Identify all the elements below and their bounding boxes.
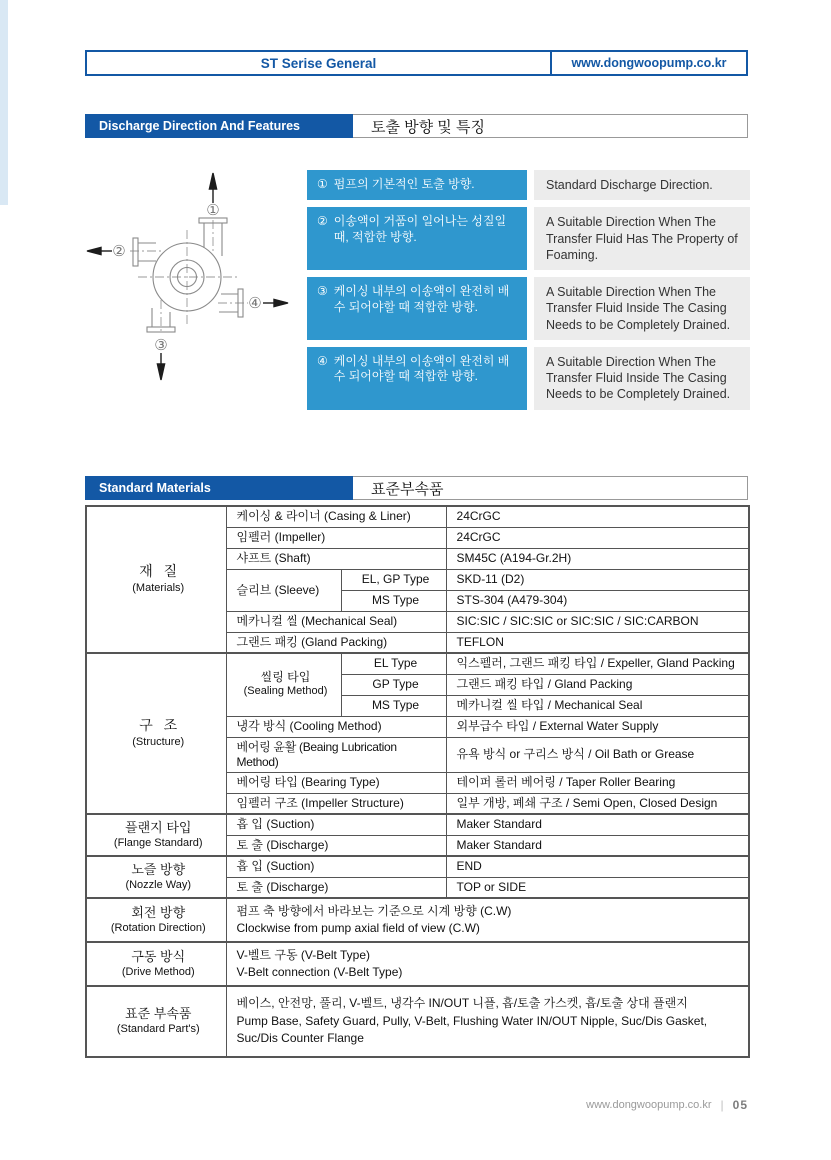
feature-number: ① [317, 177, 328, 191]
label-sealing-method: 씰링 타입 (Sealing Method) [226, 653, 341, 716]
diagram-label-2: ② [112, 242, 126, 260]
category-nozzle-way: 노즐 방향 (Nozzle Way) [86, 856, 226, 898]
value-flange-discharge: Maker Standard [446, 835, 749, 856]
feature-number: ② [317, 214, 328, 229]
centerlines [130, 220, 248, 332]
pump-discharge-diagram [86, 160, 301, 397]
label-gland-packing: 그랜드 패킹 (Gland Packing) [226, 632, 446, 653]
feature-korean-text: 이송액이 거품이 일어나는 성질일때, 적합한 방향. [333, 214, 507, 244]
category-flange-standard: 플랜지 타입 (Flange Standard) [86, 814, 226, 856]
category-standard-parts: 표준 부속품 (Standard Part's) [86, 986, 226, 1057]
value-impeller-structure: 일부 개방, 폐쇄 구조 / Semi Open, Closed Design [446, 793, 749, 814]
arrow-down-icon [157, 353, 164, 380]
standard-materials-table [85, 505, 750, 1058]
value-impeller: 24CrGC [446, 527, 749, 548]
table-row [86, 506, 749, 527]
label-nozzle-discharge: 토 출 (Discharge) [226, 877, 446, 898]
label-mechanical-seal: 메카니컬 씰 (Mechanical Seal) [226, 611, 446, 632]
section-title-ko: 표준부속품 [371, 480, 444, 498]
feature-number: ③ [317, 284, 328, 298]
feature-row [307, 207, 750, 270]
feature-korean-text: 펌프의 기본적인 토출 방향. [333, 177, 475, 191]
feature-row [307, 277, 750, 340]
value-sealing-gp: 그랜드 패킹 타입 / Gland Packing [446, 674, 749, 695]
diagram-label-1: ① [206, 201, 220, 219]
value-nozzle-suction: END [446, 856, 749, 877]
table-row [86, 942, 749, 986]
category-rotation-direction: 회전 방향 (Rotation Direction) [86, 898, 226, 942]
arrow-right-icon [263, 299, 288, 306]
section-title-en: Discharge Direction And Features [85, 114, 353, 138]
diagram-label-4: ④ [248, 294, 262, 312]
label-impeller-structure: 임펠러 구조 (Impeller Structure) [226, 793, 446, 814]
feature-english-text: A Suitable Direction When The Transfer Fluid Inside The Casing Needs to be Completely Drained. [534, 347, 750, 410]
value-bearing-lubrication: 유욕 방식 or 구리스 방식 / Oil Bath or Grease [446, 737, 749, 772]
label-bearing-lubrication: 베어링 윤활 (Beaing Lubrication Method) [226, 737, 446, 772]
feature-number: ④ [317, 353, 328, 368]
section-header-materials [85, 476, 748, 500]
label-casing-liner: 케이싱 & 라이너 (Casing & Liner) [226, 506, 446, 527]
value-standard-parts: 베이스, 안전망, 풀리, V-벨트, 냉각수 IN/OUT 니플, 흡/토출 가스켓, 흡/토출 상대 플랜지 Pump Base, Safety Guard, Pully, V-Belt, Flushing Water IN/OUT Nipple, Suc/Dis Gasket, Suc/Dis Counter Flange [226, 986, 749, 1057]
feature-english-text: Standard Discharge Direction. [534, 170, 750, 200]
value-flange-suction: Maker Standard [446, 814, 749, 835]
section-header-discharge [85, 114, 748, 138]
table-row [86, 653, 749, 674]
value-sleeve-elgp: SKD-11 (D2) [446, 569, 749, 590]
footer-website-url: www.dongwoopump.co.kr [586, 1099, 712, 1111]
feature-korean-box [307, 277, 527, 340]
discharge-features-list [307, 170, 750, 410]
page-title: ST Serise General [87, 52, 552, 74]
value-mechanical-seal: SIC:SIC / SIC:SIC or SIC:SIC / SIC:CARBON [446, 611, 749, 632]
table-row [86, 986, 749, 1057]
label-sealing-el: EL Type [341, 653, 446, 674]
label-flange-discharge: 토 출 (Discharge) [226, 835, 446, 856]
pump-nozzles [133, 218, 243, 332]
page-header [85, 50, 748, 76]
page-number: 05 [732, 1098, 748, 1112]
label-bearing-type: 베어링 타입 (Bearing Type) [226, 772, 446, 793]
label-shaft: 샤프트 (Shaft) [226, 548, 446, 569]
value-sealing-ms: 메카니컬 씰 타입 / Mechanical Seal [446, 695, 749, 716]
feature-korean-box [307, 170, 527, 200]
value-shaft: SM45C (A194-Gr.2H) [446, 548, 749, 569]
label-sleeve-elgp: EL, GP Type [341, 569, 446, 590]
label-sleeve: 슬리브 (Sleeve) [226, 569, 341, 611]
label-cooling-method: 냉각 방식 (Cooling Method) [226, 716, 446, 737]
feature-korean-box [307, 207, 527, 270]
arrow-left-icon [87, 247, 112, 254]
section-title-en: Standard Materials [85, 476, 353, 500]
category-materials: 재 질 (Materials) [86, 506, 226, 653]
table-row [86, 856, 749, 877]
label-flange-suction: 흡 입 (Suction) [226, 814, 446, 835]
label-sleeve-ms: MS Type [341, 590, 446, 611]
value-sleeve-ms: STS-304 (A479-304) [446, 590, 749, 611]
value-nozzle-discharge: TOP or SIDE [446, 877, 749, 898]
arrow-up-icon [209, 173, 216, 203]
feature-korean-text: 케이싱 내부의 이송액이 완전히 배수 되어야할 때 적합한 방향. [333, 284, 510, 314]
feature-english-text: A Suitable Direction When The Transfer Fluid Has The Property of Foaming. [534, 207, 750, 270]
value-drive-method: V-벨트 구동 (V-Belt Type) V-Belt connection (V-Belt Type) [226, 942, 749, 986]
feature-korean-box [307, 347, 527, 410]
label-sealing-gp: GP Type [341, 674, 446, 695]
label-nozzle-suction: 흡 입 (Suction) [226, 856, 446, 877]
label-sealing-ms: MS Type [341, 695, 446, 716]
section-title-ko: 토출 방향 및 특징 [371, 118, 485, 136]
feature-english-text: A Suitable Direction When The Transfer Fluid Inside The Casing Needs to be Completely Drained. [534, 277, 750, 340]
category-drive-method: 구동 방식 (Drive Method) [86, 942, 226, 986]
table-row [86, 898, 749, 942]
left-edge-accent-strip [0, 0, 8, 205]
category-structure: 구 조 (Structure) [86, 653, 226, 814]
label-impeller: 임펠러 (Impeller) [226, 527, 446, 548]
feature-row [307, 347, 750, 410]
diagram-label-3: ③ [154, 336, 168, 354]
header-website-url: www.dongwoopump.co.kr [571, 56, 727, 70]
footer-separator: | [720, 1098, 724, 1112]
value-cooling-method: 외부급수 타입 / External Water Supply [446, 716, 749, 737]
value-rotation-direction: 펌프 축 방향에서 바라보는 기준으로 시계 방향 (C.W) Clockwise from pump axial field of view (C.W) [226, 898, 749, 942]
table-row [86, 814, 749, 835]
value-bearing-type: 테이퍼 롤러 베어링 / Taper Roller Bearing [446, 772, 749, 793]
feature-row [307, 170, 750, 200]
value-gland-packing: TEFLON [446, 632, 749, 653]
value-sealing-el: 익스펠러, 그랜드 패킹 타입 / Expeller, Gland Packing [446, 653, 749, 674]
feature-korean-text: 케이싱 내부의 이송액이 완전히 배수 되어야할 때 적합한 방향. [333, 353, 510, 384]
page-footer [586, 1098, 748, 1112]
value-casing-liner: 24CrGC [446, 506, 749, 527]
